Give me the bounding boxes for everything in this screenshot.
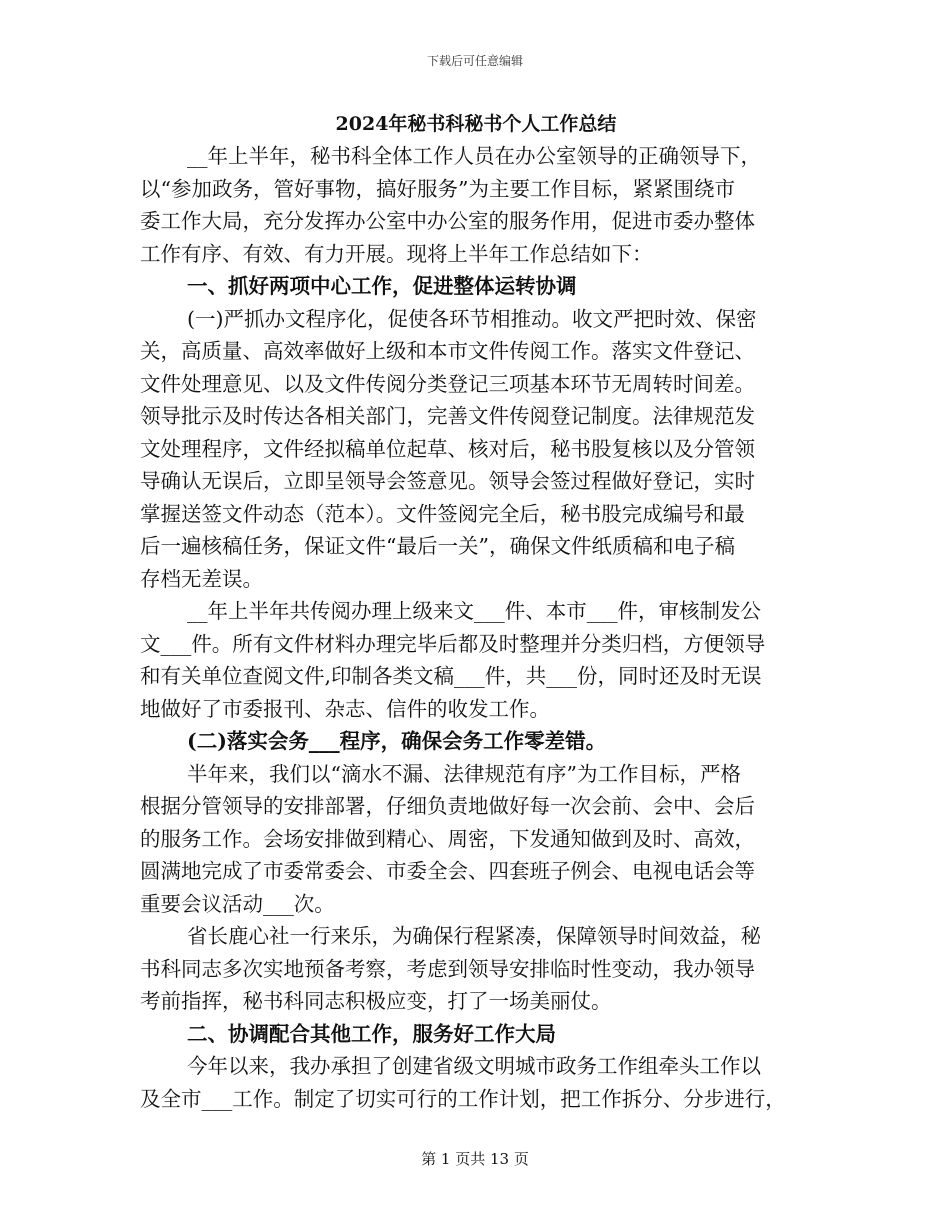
paragraph-line: 工作有序、有效、有力开展。现将上半年工作总结如下： bbox=[140, 241, 653, 266]
document-body bbox=[140, 108, 812, 1115]
paragraph-line: 的服务工作。会场安排做到精心、周密，下发通知做到及时、高效， bbox=[140, 826, 755, 851]
paragraph-line: 及全市___工作。制定了切实可行的工作计划，把工作拆分、分步进行， bbox=[140, 1086, 786, 1111]
paragraph-line: __年上半年共传阅办理上级来文___件、本市___件，审核制发公 bbox=[187, 599, 761, 623]
paragraph-line: 以“参加政务，管好事物，搞好服务”为主要工作目标，紧紧围绕市 bbox=[140, 176, 735, 201]
paragraph-line: __年上半年，秘书科全体工作人员在办公室领导的正确领导下， bbox=[187, 144, 761, 168]
section-heading: 二、协调配合其他工作，服务好工作大局 bbox=[187, 1021, 556, 1046]
paragraph-line: 后一遍核稿任务，保证文件“最后一关”，确保文件纸质稿和电子稿 bbox=[140, 534, 735, 558]
paragraph-line: 存档无差误。 bbox=[140, 566, 263, 591]
section-heading: 一、抓好两项中心工作，促进整体运转协调 bbox=[187, 274, 577, 298]
paragraph-line: 掌握送签文件动态（范本）。文件签阅完全后，秘书股完成编号和最 bbox=[140, 501, 745, 526]
paragraph-line: 省长鹿心社一行来乐，为确保行程紧凑，保障领导时间效益，秘 bbox=[187, 924, 761, 948]
page-number: 第 1 页共 13 页 bbox=[421, 1150, 529, 1168]
paragraph-line: 委工作大局，充分发挥办公室中办公室的服务作用，促进市委办整体 bbox=[140, 209, 755, 233]
paragraph-line: 导确认无误后，立即呈领导会签意见。领导会签过程做好登记，实时 bbox=[140, 469, 755, 493]
paragraph-line: (一)严抓办文程序化，促使各环节相推动。收文严把时效、保密 bbox=[187, 306, 757, 331]
paragraph-line: 圆满地完成了市委常委会、市委全会、四套班子例会、电视电话会等 bbox=[140, 859, 755, 883]
paragraph-line: 地做好了市委报刊、杂志、信件的收发工作。 bbox=[140, 696, 550, 721]
paragraph-line: 半年来，我们以“滴水不漏、法律规范有序”为工作目标，严格 bbox=[187, 761, 741, 786]
paragraph-line: 重要会议活动___次。 bbox=[140, 891, 335, 916]
paragraph-line: 文件处理意见、以及文件传阅分类登记三项基本环节无周转时间差。 bbox=[140, 371, 755, 396]
document-title: 2024年秘书科秘书个人工作总结 bbox=[335, 113, 617, 135]
paragraph-line: 文处理程序，文件经拟稿单位起草、核对后，秘书股复核以及分管领 bbox=[140, 436, 755, 461]
paragraph-line: 文___件。所有文件材料办理完毕后都及时整理并分类归档，方便领导 bbox=[140, 631, 766, 656]
page-header-note: 下载后可任意编辑 bbox=[426, 54, 523, 68]
paragraph-line: 根据分管领导的安排部署，仔细负责地做好每一次会前、会中、会后 bbox=[140, 794, 755, 818]
paragraph-line: 书科同志多次实地预备考察，考虑到领导安排临时性变动，我办领导 bbox=[140, 956, 755, 981]
paragraph-line: 领导批示及时传达各相关部门，完善文件传阅登记制度。法律规范发 bbox=[140, 404, 755, 428]
paragraph-line: 今年以来，我办承担了创建省级文明城市政务工作组牵头工作以 bbox=[187, 1054, 761, 1078]
paragraph-line: 考前指挥，秘书科同志积极应变，打了一场美丽仗。 bbox=[140, 989, 612, 1013]
paragraph-line: 关，高质量、高效率做好上级和本市文件传阅工作。落实文件登记、 bbox=[140, 339, 755, 363]
paragraph-line: 和有关单位查阅文件,印制各类文稿___件，共___份，同时还及时无误 bbox=[140, 664, 762, 688]
subsection-heading: (二)落实会务___程序，确保会务工作零差错。 bbox=[187, 729, 607, 753]
